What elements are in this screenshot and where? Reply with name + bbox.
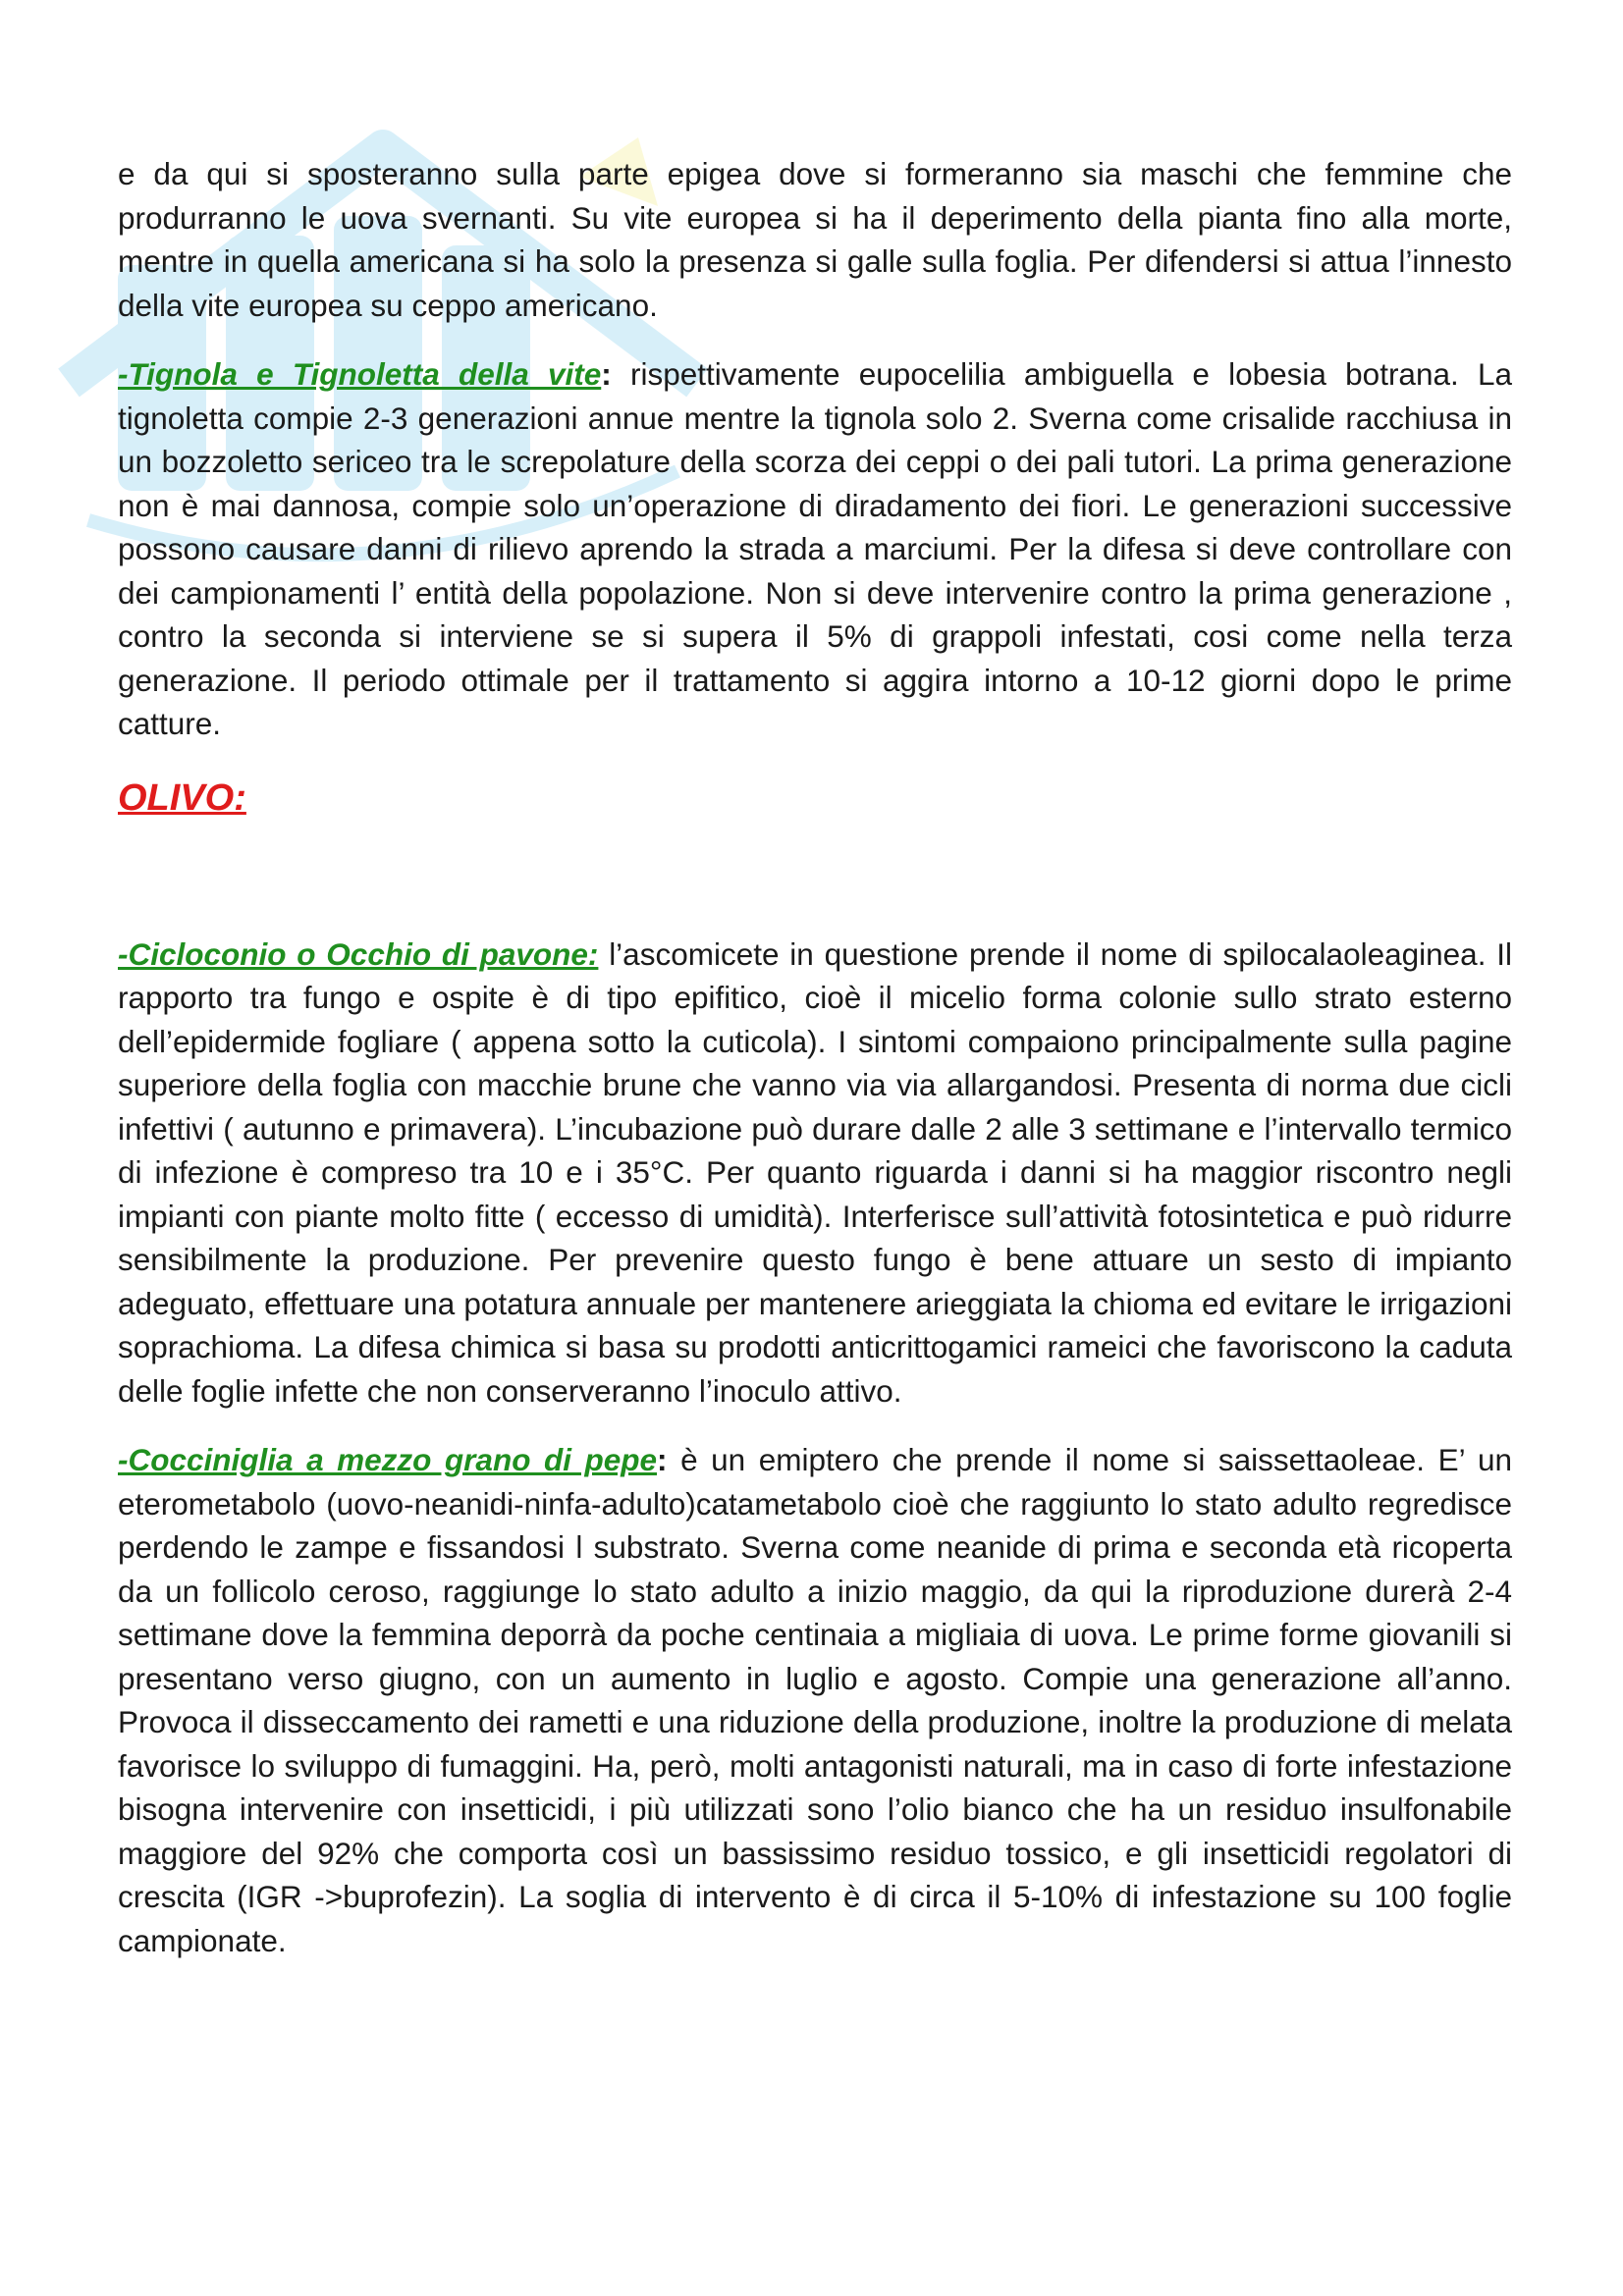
paragraph-intro-text: e da qui si sposteranno sulla parte epigea dove si formeranno sia maschi che femmine che produrranno le uova svernanti. Su vite europea si ha il deperimento della pianta fino alla morte, mentre in quella americana si ha solo la presenza si galle sulla foglia. Per difendersi si attua l’innesto della vite europea su ceppo americano. [118, 156, 1512, 323]
paragraph-cocciniglia-text: è un emiptero che prende il nome si saissettaoleae. E’ un eterometabolo (uovo-neanidi-ninfa-adulto)catametabolo cioè che raggiunto lo stato adulto regredisce perdendo le zampe e fissandosi l substrato. Sverna come neanide di prima e seconda età ricoperta da un follicolo ceroso, raggiunge lo stato adulto a inizio maggio, da qui la riproduzione durerà 2-4 settimane dove la femmina deporrà da poche centinaia a migliaia di uova. Le prime forme giovanili si presentano verso giugno, con un aumento in luglio e agosto. Compie una generazione all’anno. Provoca il disseccamento dei rametti e una riduzione della produzione, inoltre la produzione di melata favorisce lo sviluppo di fumaggini. Ha, però, molti antagonisti naturali, ma in caso di forte infestazione bisogna intervenire con insetticidi, i più utilizzati sono l’olio bianco che ha un residuo insulfonabile maggiore del 92% che comporta così un bassissimo residuo tossico, e gli insetticidi regolatori di crescita (IGR ->buprofezin). La soglia di intervento è di circa il 5-10% di infestazione su 100 foglie campionate. [118, 1442, 1512, 1958]
term-cocciniglia-colon: : [657, 1442, 668, 1477]
paragraph-tignola-text: rispettivamente eupocelilia ambiguella e lobesia botrana. La tignoletta compie 2-3 generazioni annue mentre la tignola solo 2. Sverna come crisalide racchiusa in un bozzoletto sericeo tra le screpolature della scorza dei ceppi o dei pali tutori. La prima generazione non è mai dannosa, compie solo un’operazione di diradamento dei fiori. Le generazioni successive possono causare danni di rilievo aprendo la strada a marciumi. Per la difesa si deve controllare con dei campionamenti l’ entità della popolazione. Non si deve intervenire contro la prima generazione , contro la seconda si interviene se si supera il 5% di grappoli infestati, cosi come nella terza generazione. Il periodo ottimale per il trattamento si aggira intorno a 10-12 giorni dopo le prime catture. [118, 356, 1512, 741]
paragraph-cicloconio [118, 933, 1512, 1414]
document-body [118, 152, 1512, 1988]
section-heading-olivo: OLIVO: [118, 776, 246, 819]
paragraph-tignola [118, 352, 1512, 746]
paragraph-cicloconio-text: l’ascomicete in questione prende il nome di spilocalaoleaginea. Il rapporto tra fungo e ospite è di tipo epifitico, cioè il micelio forma colonie sullo strato esterno dell’epidermide fogliare ( appena sotto la cuticola). I sintomi compaiono principalmente sulla pagine superiore della foglia con macchie brune che vanno via via allargandosi. Presenta di norma due cicli infettivi ( autunno e primavera). L’incubazione può durare dalle 2 alle 3 settimane e l’intervallo termico di infezione è compreso tra 10 e i 35°C. Per quanto riguarda i danni si ha maggior riscontro negli impianti con piante molto fitte ( eccesso di umidità). Interferisce sull’attività fotosintetica e può ridurre sensibilmente la produzione. Per prevenire questo fungo è bene attuare un sesto di impianto adeguato, effettuare una potatura annuale per mantenere arieggiata la chioma ed evitare le irrigazioni soprachioma. La difesa chimica si basa su prodotti anticrittogamici rameici che favoriscono la caduta delle foglie infette che non conserveranno l’inoculo attivo. [118, 935, 1512, 1409]
paragraph-intro [118, 152, 1512, 327]
term-cocciniglia: -Cocciniglia a mezzo grano di pepe [118, 1442, 658, 1477]
term-tignola-colon: : [601, 356, 612, 392]
paragraph-cocciniglia [118, 1438, 1512, 1962]
term-cicloconio: -Cicloconio o Occhio di pavone: [118, 935, 599, 972]
term-tignola: -Tignola e Tignoletta della vite [118, 356, 602, 392]
